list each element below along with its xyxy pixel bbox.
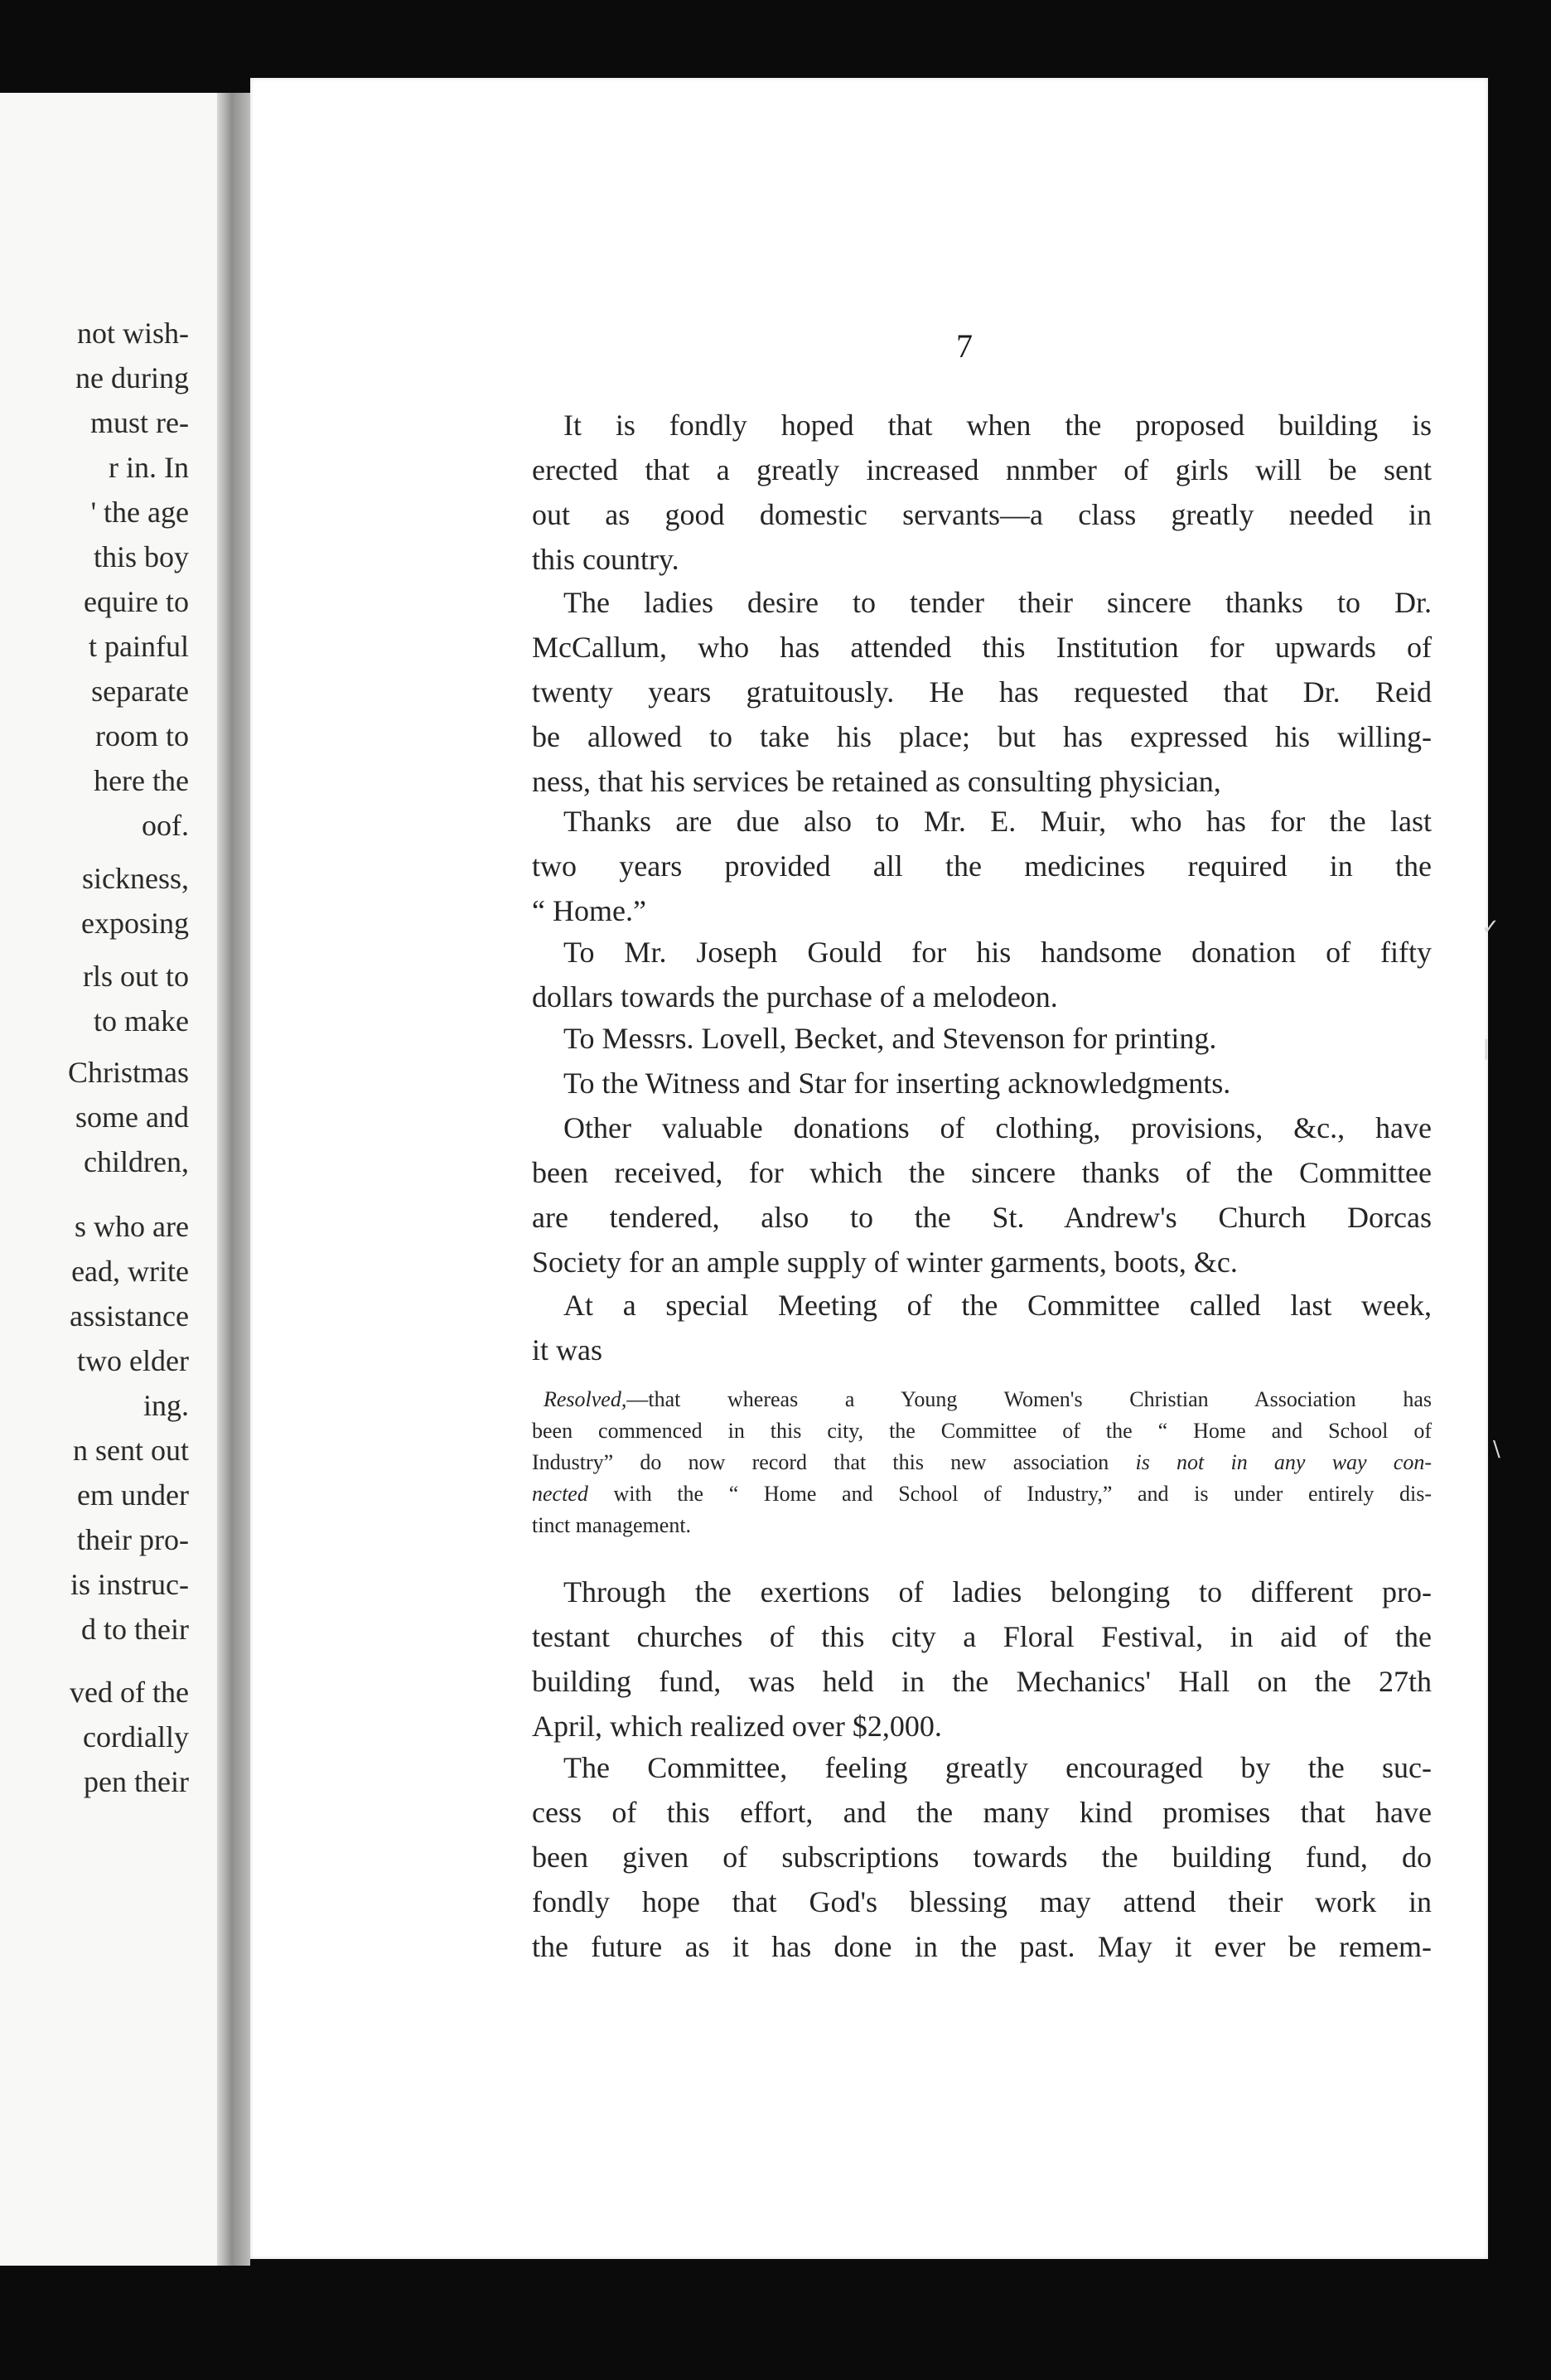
left-line: t painful — [89, 630, 189, 663]
resolution-line — [532, 1384, 1432, 1415]
left-line: two elder — [77, 1344, 189, 1377]
resolution-line — [532, 1478, 1432, 1510]
paragraph — [532, 403, 1432, 582]
text-line: McCallum, who has attended this Institution for upwards of — [532, 631, 1432, 664]
text-line: The Committee, feeling greatly encouraged by the suc- — [563, 1751, 1432, 1784]
left-line: exposing — [81, 907, 189, 940]
left-line: r in. In — [109, 451, 189, 484]
left-line: ing. — [143, 1389, 189, 1422]
left-line: n sent out — [73, 1434, 189, 1467]
paragraph — [532, 1745, 1432, 1969]
resolution-text: with the “ Home and School of Industry,” and is under entirely dis- — [587, 1482, 1432, 1506]
left-line: to make — [94, 1004, 189, 1038]
left-line: ved of the — [70, 1676, 189, 1709]
left-line: cordially — [83, 1720, 189, 1754]
scan-speck: ✓ — [1481, 915, 1500, 940]
text-line: dollars towards the purchase of a melodeon. — [532, 980, 1058, 1013]
left-line: not wish- — [77, 317, 189, 350]
left-line: d to their — [81, 1613, 189, 1646]
text-line: It is fondly hoped that when the proposed building is — [563, 409, 1432, 442]
left-line: oof. — [142, 809, 189, 842]
resolved-label: Resolved, — [544, 1387, 627, 1411]
left-line: equire to — [84, 585, 189, 618]
text-line: been received, for which the sincere thanks of the Committee — [532, 1156, 1432, 1189]
left-page-fragment — [0, 93, 220, 2266]
paragraph — [532, 1283, 1432, 1372]
scan-speck: ǀ — [1483, 1036, 1490, 1061]
left-line: separate — [91, 675, 189, 708]
text-line: Other valuable donations of clothing, provisions, &c., have — [563, 1111, 1432, 1144]
text-line: To the Witness and Star for inserting acknowledgments. — [563, 1067, 1231, 1100]
text-line: Society for an ample supply of winter garments, boots, &c. — [532, 1246, 1238, 1279]
text-line: the future as it has done in the past. May it ever be remem- — [532, 1930, 1432, 1963]
left-line: rls out to — [82, 960, 189, 993]
text-line: twenty years gratuitously. He has requested that Dr. Reid — [532, 675, 1432, 709]
left-line: ' the age — [90, 496, 189, 529]
left-line: this boy — [93, 540, 189, 573]
resolution-emphasis: is not in any way con- — [1135, 1450, 1432, 1474]
paragraph — [532, 1570, 1432, 1749]
left-line: sickness, — [82, 862, 189, 895]
text-line: “ Home.” — [532, 894, 646, 927]
resolution-line: tinct management. — [532, 1513, 692, 1537]
left-line: some and — [75, 1101, 189, 1134]
paragraph — [532, 1016, 1432, 1061]
left-line: here the — [94, 764, 189, 797]
left-line: is instruc- — [70, 1568, 189, 1601]
text-line: it was — [532, 1333, 602, 1367]
left-line: assistance — [70, 1299, 189, 1333]
text-line: two years provided all the medicines required in the — [532, 849, 1432, 883]
resolution-emphasis: nected — [532, 1482, 588, 1506]
paragraph — [532, 580, 1432, 804]
left-line: must re- — [90, 406, 189, 439]
left-line: pen their — [84, 1765, 189, 1798]
book-gutter — [217, 93, 250, 2266]
left-line: s who are — [75, 1210, 189, 1243]
resolution-block — [532, 1384, 1432, 1541]
text-line: been given of subscriptions towards the building fund, do — [532, 1841, 1432, 1874]
text-line: building fund, was held in the Mechanics' Hall on the 27th — [532, 1665, 1432, 1698]
resolution-line — [532, 1447, 1432, 1478]
text-line: To Mr. Joseph Gould for his handsome donation of fifty — [563, 936, 1432, 969]
text-line: Thanks are due also to Mr. E. Muir, who has for the last — [563, 805, 1432, 838]
left-line: children, — [84, 1145, 189, 1178]
text-line: To Messrs. Lovell, Becket, and Stevenson for printing. — [563, 1022, 1217, 1055]
left-line: room to — [95, 719, 189, 752]
left-line: ead, write — [71, 1255, 189, 1288]
text-line: ness, that his services be retained as consulting physician, — [532, 765, 1221, 798]
left-line: their pro- — [77, 1523, 189, 1556]
text-line: this country. — [532, 543, 679, 576]
resolution-text: —that whereas a Young Women's Christian Association has — [626, 1387, 1432, 1411]
resolution-line: been commenced in this city, the Committee of the “ Home and School of — [532, 1419, 1432, 1443]
paragraph — [532, 930, 1432, 1019]
paragraph — [532, 799, 1432, 933]
text-line: April, which realized over $2,000. — [532, 1710, 942, 1743]
text-line: testant churches of this city a Floral Festival, in aid of the — [532, 1620, 1432, 1653]
paragraph — [532, 1105, 1432, 1284]
right-page — [250, 78, 1500, 2259]
text-line: erected that a greatly increased nnmber of girls will be sent — [532, 453, 1432, 486]
text-line: be allowed to take his place; but has expressed his willing- — [532, 720, 1432, 753]
text-line: Through the exertions of ladies belonging to different pro- — [563, 1575, 1432, 1608]
page-number: 7 — [956, 327, 973, 365]
text-line: cess of this effort, and the many kind promises that have — [532, 1796, 1432, 1829]
scan-speck: \ — [1493, 1437, 1500, 1462]
text-line: At a special Meeting of the Committee called last week, — [563, 1289, 1432, 1322]
paragraph — [532, 1061, 1432, 1105]
text-line: are tendered, also to the St. Andrew's Church Dorcas — [532, 1201, 1432, 1234]
left-line: em under — [77, 1478, 189, 1512]
left-line: Christmas — [67, 1056, 189, 1089]
left-line: ne during — [75, 361, 189, 394]
text-line: The ladies desire to tender their sincere thanks to Dr. — [563, 586, 1432, 619]
resolution-text: Industry” do now record that this new association — [532, 1450, 1136, 1474]
text-line: out as good domestic servants—a class greatly needed in — [532, 498, 1432, 531]
text-line: fondly hope that God's blessing may attend their work in — [532, 1885, 1432, 1918]
